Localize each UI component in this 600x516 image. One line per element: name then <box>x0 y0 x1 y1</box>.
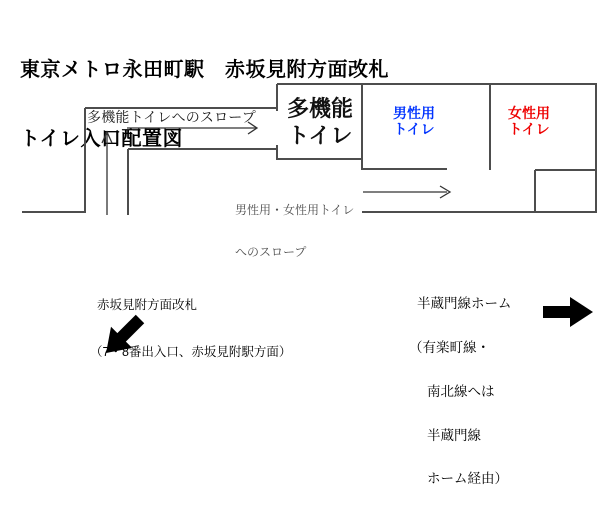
platform-label-line-2: （有楽町線・ <box>409 339 490 355</box>
platform-direction-label <box>409 268 512 516</box>
multi-room-label-line-1: 多機能 <box>286 96 353 121</box>
womens-toilet-room <box>469 105 589 137</box>
slope-mw-label-line-1: 男性用・女性用トイレ <box>235 203 355 217</box>
gate-label-line-2: （7・8番出入口、赤坂見附駅方面） <box>90 344 292 359</box>
gate-direction-label <box>90 267 291 391</box>
womens-room-label-line-1: 女性用 <box>508 105 550 121</box>
slope-mw-label-line-2: へのスロープ <box>235 245 307 259</box>
platform-label-line-5: ホーム経由） <box>427 471 508 487</box>
mens-toilet-room <box>354 105 474 137</box>
platform-label-line-1: 半蔵門線ホーム <box>417 296 512 312</box>
slope-multi-label: 多機能トイレへのスロープ <box>87 109 256 125</box>
multi-function-toilet-room <box>277 95 363 149</box>
gate-label-line-1: 赤坂見附方面改札 <box>97 298 198 312</box>
mens-room-label-line-2: トイレ <box>393 121 435 137</box>
mens-room-label-line-1: 男性用 <box>393 105 435 121</box>
womens-room-label-line-2: トイレ <box>508 121 550 137</box>
platform-label-line-3: 南北線へは <box>427 383 495 399</box>
platform-label-line-4: 半蔵門線 <box>427 427 481 443</box>
platform-direction-arrow-icon <box>543 297 593 327</box>
title-line-2: トイレ入口配置図 <box>20 128 183 150</box>
title-line-1: 東京メトロ永田町駅 赤坂見附方面改札 <box>20 59 389 81</box>
multi-room-label-line-2: トイレ <box>287 123 353 148</box>
